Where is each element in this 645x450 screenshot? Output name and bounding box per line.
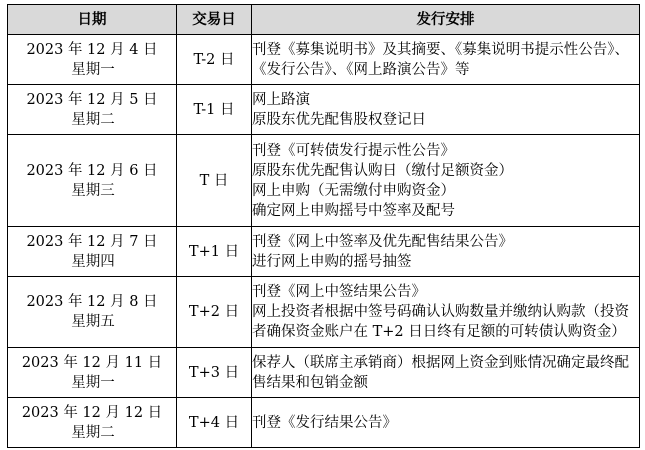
arrangement-line: 网上投资者根据中签号码确认认购数量并缴纳认购款（投资 [252,304,629,320]
arrangement-line: 刊登《网上中签率及优先配售结果公告》 [252,233,513,250]
table-row [8,398,640,448]
date-cell [8,135,177,227]
date-text: 2023 年 12 月 7 日 [26,233,158,250]
arrangement-cell [252,398,640,448]
table-row [8,277,640,348]
trading-day-cell: T+2 日 [177,277,252,348]
trading-day-cell: T-2 日 [177,35,252,85]
date-text: 2023 年 12 月 8 日 [26,294,158,310]
weekday-text: 星期一 [71,61,115,78]
weekday-text: 星期二 [71,111,115,128]
arrangement-line: 确定网上申购摇号中签率及配号 [252,202,455,219]
weekday-text: 星期四 [71,253,115,270]
arrangement-cell [252,277,640,348]
arrangement-line: 原股东优先配售股权登记日 [252,111,426,128]
arrangement-cell [252,35,640,85]
arrangement-line: 刊登《募集说明书》及其摘要、《募集说明书提示性公告》、 [252,41,629,58]
arrangement-line: 刊登《网上中签结果公告》 [252,284,426,300]
arrangement-cell [252,348,640,398]
weekday-text: 星期五 [71,314,115,330]
date-cell [8,85,177,135]
arrangement-cell [252,135,640,227]
schedule-table-wrapper [7,4,640,448]
date-text: 2023 年 12 月 4 日 [26,41,158,58]
table-row [8,227,640,277]
date-text: 2023 年 12 月 11 日 [21,354,163,371]
arrangement-line: 《发行公告》、《网上路演公告》等 [252,61,470,78]
table-header-row [8,5,640,35]
arrangement-line: 原股东优先配售认购日（缴付足额资金） [252,162,513,179]
table-row [8,85,640,135]
trading-day-cell: T+3 日 [177,348,252,398]
table-row [8,35,640,85]
date-cell [8,398,177,448]
table-row [8,348,640,398]
trading-day-cell: T 日 [177,135,252,227]
weekday-text: 星期三 [71,182,115,199]
date-text: 2023 年 12 月 12 日 [21,404,163,421]
date-text: 2023 年 12 月 5 日 [26,91,158,108]
header-trading-day: 交易日 [177,5,252,35]
arrangement-line: 进行网上申购的摇号抽签 [252,253,412,270]
date-text: 2023 年 12 月 6 日 [26,162,158,179]
trading-day-cell: T-1 日 [177,85,252,135]
arrangement-line: 刊登《可转债发行提示性公告》 [252,142,455,159]
weekday-text: 星期一 [71,374,115,391]
arrangement-cell [252,85,640,135]
issuance-schedule-table [7,4,640,448]
arrangement-line: 售结果和包销金额 [252,374,368,391]
table-row [8,135,640,227]
arrangement-cell [252,227,640,277]
header-date: 日期 [8,5,177,35]
trading-day-cell: T+4 日 [177,398,252,448]
date-cell [8,35,177,85]
arrangement-line: 刊登《发行结果公告》 [252,414,397,431]
arrangement-line: 网上申购（无需缴付申购资金） [252,182,455,199]
arrangement-line: 网上路演 [252,91,310,108]
date-cell [8,277,177,348]
weekday-text: 星期二 [71,424,115,441]
header-arrangement: 发行安排 [252,5,640,35]
arrangement-line: 者确保资金账户在 T+2 日日终有足额的可转债认购资金） [252,324,626,340]
date-cell [8,227,177,277]
date-cell [8,348,177,398]
trading-day-cell: T+1 日 [177,227,252,277]
arrangement-line: 保荐人（联席主承销商）根据网上资金到账情况确定最终配 [252,354,629,371]
